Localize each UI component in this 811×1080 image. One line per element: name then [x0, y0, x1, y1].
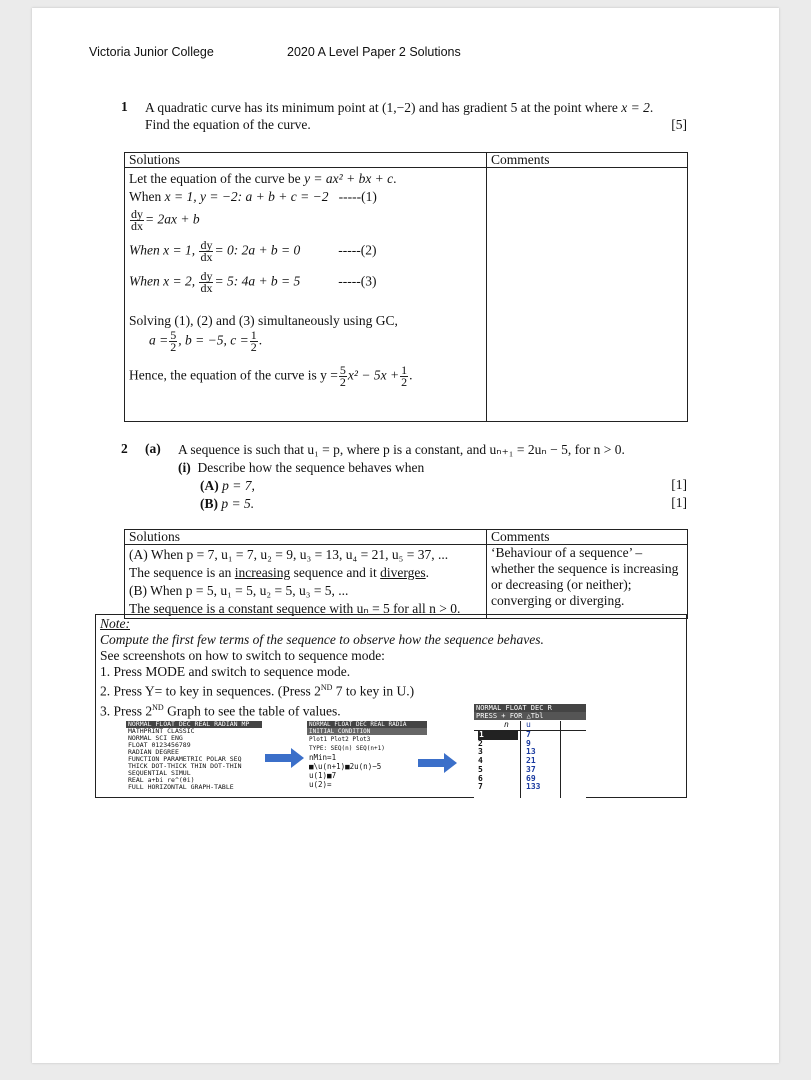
dy-dx-fraction: [199, 271, 213, 294]
c-fraction: [250, 330, 258, 353]
sol1-line2: [129, 188, 482, 206]
solution-cell-2: [125, 545, 487, 619]
sol1-l8-text: Hence, the equation of the curve is y =: [129, 367, 338, 383]
note-line2: 1. Press MODE and switch to sequence mode.: [100, 664, 351, 679]
frac-num: dy: [200, 238, 213, 252]
table-cell-u: 13: [526, 747, 536, 757]
sol1-line1: Let the equation of the curve be y = ax² + bx + c.: [129, 171, 397, 186]
screen2-row: Plot1 Plot2 Plot3: [309, 736, 371, 743]
table-cell-n: 7: [478, 782, 483, 792]
u-column: [526, 731, 540, 792]
frac-den: dx: [200, 281, 213, 295]
question-1-text: [145, 99, 653, 133]
screen2-row: u(2)=: [309, 780, 332, 789]
sol1-l5-tag: -----(3): [338, 273, 377, 289]
table-cell-n: 4: [478, 756, 483, 766]
a-value-label: a =: [149, 332, 169, 348]
screen1-row: FULL HORIZONTAL GRAPH-TABLE: [128, 783, 234, 791]
question-2-part: (a): [145, 441, 161, 456]
q1-line2: Find the equation of the curve.: [145, 117, 311, 132]
q1-text-a: A quadratic curve has its minimum point at: [145, 100, 382, 115]
part-A-text: p = 7,: [222, 478, 255, 493]
sol1-line6: Solving (1), (2) and (3) simultaneously using GC,: [129, 313, 398, 328]
frac-num: dy: [200, 269, 213, 283]
n-header: n: [504, 720, 509, 729]
sol1-line8: Hence, the equation of the curve is y = $\frac{5}{2}$ x² − 5x + $\frac{1}{2}$ .: [129, 363, 413, 389]
screen3-status-bar: NORMAL FLOAT DEC R: [474, 704, 586, 712]
screen1-row: MATHPRINT CLASSIC: [128, 727, 195, 735]
dy-dx-fraction: [199, 240, 213, 263]
const-fraction: [400, 365, 408, 388]
sol1-l3-rhs: = 2ax + b: [145, 211, 200, 227]
u-header: u: [526, 720, 531, 729]
sol1-l7-mid: , b = −5, c =: [178, 332, 249, 348]
screen1-row: SEQUENTIAL SIMUL: [128, 769, 191, 777]
solutions-table-1: [124, 152, 688, 422]
screen3-press-bar: PRESS + FOR △Tbl: [474, 712, 586, 720]
header-paper: 2020 A Level Paper 2 Solutions: [287, 45, 461, 59]
header-school: Victoria Junior College: [89, 45, 214, 59]
sub-i-label: (i): [178, 460, 191, 475]
x2-fraction: [339, 365, 347, 388]
solutions-header: Solutions: [125, 153, 487, 168]
sol1-l4-tag: -----(2): [338, 242, 377, 258]
frac-den: 2: [250, 340, 257, 354]
screen2-row: ■\u(n+1)■2u(n)−5: [309, 762, 382, 771]
part-B-label: (B): [200, 496, 218, 511]
sol2-increasing: increasing: [234, 565, 291, 580]
comment-cell-1: [487, 168, 688, 422]
sub-i-text: Describe how the sequence behaves when: [197, 460, 425, 475]
frac-den: 2: [339, 375, 346, 389]
a-fraction: [169, 330, 177, 353]
screen2-row: u(1)■7: [309, 771, 337, 780]
sol2-l4-a: The sequence is a: [129, 601, 228, 616]
note-l4-b: Graph to see the table of values.: [163, 703, 341, 718]
part-A-label: (A): [200, 478, 219, 493]
sol1-line7: a = $\frac{5}{2}$ , b = −5, c = $\frac{1}{2}$ .: [149, 328, 263, 354]
sol1-l1-eq: y = ax² + bx + c: [304, 171, 394, 186]
table-cell-u: 21: [526, 756, 536, 766]
screen2-status-bar: NORMAL FLOAT DEC REAL RADIA: [307, 721, 427, 728]
table-cell-u: 69: [526, 773, 536, 783]
column-divider: [560, 721, 561, 798]
table-cell-n: 3: [478, 747, 483, 757]
solution-cell-1: [125, 168, 487, 422]
table-cell-n: 6: [478, 773, 483, 783]
sol1-l1-text: Let the equation of the curve be: [129, 171, 305, 186]
note-line4: [100, 700, 682, 720]
note-title: Note:: [100, 616, 130, 631]
calculator-sequence-screen: [307, 721, 427, 797]
question-2-part-B: [200, 495, 254, 512]
table-cell-n: 5: [478, 764, 483, 774]
arrow-right-icon: [265, 747, 305, 769]
n-column: [478, 731, 498, 792]
frac-den: 2: [401, 375, 408, 389]
q1-marks: [5]: [671, 117, 687, 132]
sol2-period: .: [425, 565, 430, 580]
comment-cell-2: ‘Behaviour of a sequence’ – whether the sequence is increasing or decreasing (or neither); converging or diverging.: [487, 545, 688, 619]
q2-marks-B: [1]: [671, 495, 687, 510]
screen1-row: NORMAL SCI ENG: [128, 734, 183, 742]
screen1-row: FUNCTION PARAMETRIC POLAR SEQ: [128, 755, 242, 763]
sol1-l5-text: When x = 2,: [129, 273, 199, 289]
note-l4-a: 3. Press 2: [100, 703, 153, 718]
note-italic: Compute the first few terms of the sequence to observe how the sequence behaves.: [100, 632, 544, 647]
q1-text-b: and has gradient 5 at the point where: [415, 100, 622, 115]
sol2-l2-b: sequence and it: [290, 565, 381, 580]
sol1-l2-eq: x = 1, y = −2: a + b + c = −2: [164, 189, 329, 204]
sol1-l8-mid: x² − 5x +: [347, 367, 400, 383]
column-divider: [520, 721, 521, 798]
question-2-stem: A sequence is such that u₁ = p, where p is a constant, and uₙ₊₁ = 2uₙ − 5, for n > 0.: [178, 442, 625, 457]
screen2-row: TYPE: SEQ(n) SEQ(n+1): [309, 745, 385, 752]
table-cell-u: 133: [526, 782, 541, 792]
sol2-line1: (A) When p = 7, u₁ = 7, u₂ = 9, u₃ = 13, u₄ = 21, u₅ = 37, ...: [129, 547, 449, 562]
table-cell-u: 7: [526, 730, 531, 739]
sol2-diverges: diverges: [380, 565, 426, 580]
q1-period: .: [649, 100, 654, 115]
q1-point: (1,−2): [381, 100, 416, 115]
q1-x: x = 2: [621, 100, 650, 115]
sol1-line3: [129, 209, 482, 232]
frac-den: dx: [131, 219, 143, 233]
sol2-l4-b: sequence with uₙ = 5 for all n > 0.: [272, 601, 461, 616]
frac-num: 1: [250, 328, 257, 342]
frac-num: 5: [170, 328, 177, 342]
table-cell-u: 9: [526, 738, 531, 748]
screen1-row: REAL a+bi re^(θi): [128, 776, 195, 784]
calculator-table-screen: [474, 704, 586, 798]
note-sup: ND: [320, 683, 333, 692]
frac-num: 5: [339, 363, 346, 377]
question-2-number: 2: [121, 441, 128, 456]
screen1-status-bar: NORMAL FLOAT DEC REAL RADIAN MP: [126, 721, 262, 728]
sol2-line3: (B) When p = 5, u₁ = 5, u₂ = 5, u₃ = 5, ...: [129, 583, 349, 598]
solutions-table-2: [124, 529, 688, 619]
q2-marks-A: [1]: [671, 477, 687, 492]
note-sup: ND: [152, 702, 164, 712]
note-l3-a: 2. Press Y= to key in sequences. (Press 2: [100, 683, 321, 699]
question-2-part-A: [200, 477, 255, 494]
sol2-line2: [129, 564, 482, 582]
sol2-constant: constant: [227, 601, 273, 616]
dy-dx-fraction: [130, 209, 144, 232]
sol2-l2-a: The sequence is an: [129, 565, 235, 580]
solutions-header: Solutions: [125, 530, 487, 545]
frac-num: 1: [401, 363, 408, 377]
sol1-l2-text: When: [129, 189, 165, 204]
frac-den: 2: [170, 340, 177, 354]
screen1-row: RADIAN DEGREE: [128, 748, 179, 756]
table-cell-n: 2: [478, 738, 483, 748]
arrow-right-icon: [418, 752, 458, 774]
sol1-l2-tag: -----(1): [338, 189, 377, 204]
screen2-row: nMin=1: [309, 753, 337, 762]
frac-num: dy: [131, 207, 143, 221]
question-1-number: 1: [121, 99, 128, 114]
sol1-line4: [129, 240, 482, 263]
table-cell-n: 1: [478, 731, 518, 740]
question-2-sub-i: [178, 459, 424, 476]
screen2-condition-bar: INITIAL CONDITION: [307, 728, 427, 735]
sol1-line5: [129, 271, 482, 294]
sol1-l4-rhs: = 0: 2a + b = 0: [214, 242, 301, 258]
calculator-mode-screen: [126, 721, 262, 797]
sol1-l5-rhs: = 5: 4a + b = 5: [214, 273, 301, 289]
frac-den: dx: [200, 250, 213, 264]
note-l3-b: 7 to key in U.): [332, 683, 415, 699]
note-line1: See screenshots on how to switch to sequence mode:: [100, 648, 385, 663]
table-cell-u: 37: [526, 764, 536, 774]
comments-header: Comments: [487, 530, 688, 545]
screen1-row: FLOAT 0123456789: [128, 741, 191, 749]
comments-header: Comments: [487, 153, 688, 168]
part-B-text: p = 5.: [221, 496, 255, 511]
screen1-row: THICK DOT-THICK THIN DOT-THIN: [128, 762, 242, 770]
note-line3: [100, 680, 682, 700]
sol1-l4-text: When x = 1,: [129, 242, 199, 258]
